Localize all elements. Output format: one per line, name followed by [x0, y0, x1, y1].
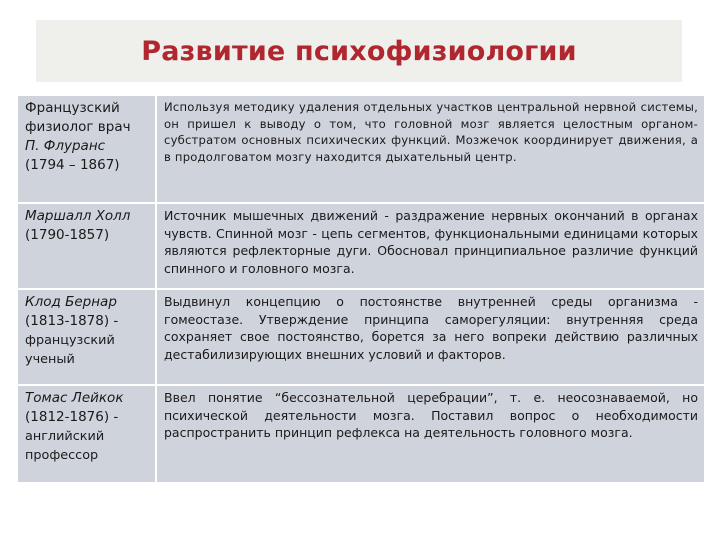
- contribution-text: Используя методику удаления отдельных участков центральной нервной системы, он пришел к выводу о том, что головной мозг является целостным органом-субстратом основных психических функций. Мозжечок координирует движения, а в продолговатом мозгу находится дыхательный центр.: [157, 96, 704, 202]
- scientist-role-line: физиолог врач: [25, 119, 131, 135]
- scientist-years: (1813-1878) -: [25, 313, 119, 329]
- scientist-cell: [18, 96, 157, 202]
- contribution-text: Ввел понятие “бессознательной церебрации”, т. е. неосознаваемой, но психической деятельности мозга. Поставил вопрос о необходимости распространить принцип рефлекса на деятельность головного мозга.: [157, 386, 704, 482]
- scientist-role-line: французский: [25, 333, 115, 348]
- scientist-role-line: английский: [25, 429, 105, 444]
- scientist-years: (1812-1876) -: [25, 409, 119, 425]
- scientist-name: Клод Бернар: [25, 294, 117, 310]
- history-table: [18, 94, 704, 484]
- page-title: Развитие психофизиологии: [141, 35, 577, 67]
- table-row: [18, 386, 704, 482]
- scientist-years: (1794 – 1867): [25, 157, 120, 173]
- scientist-role-line: ученый: [25, 352, 75, 367]
- title-banner: [36, 20, 682, 82]
- scientist-name: Томас Лейкок: [25, 390, 124, 406]
- contribution-text: Выдвинул концепцию о постоянстве внутренней среды организма - гомеостазе. Утверждение принципа саморегуляции: внутренняя среда сохраняет свое постоянство, борется за него вопреки действию различных дестабилизирующих внешних условий и факторов.: [157, 290, 704, 384]
- scientist-cell: [18, 204, 157, 288]
- table-row: [18, 290, 704, 384]
- table-row: [18, 204, 704, 288]
- scientist-years: (1790-1857): [25, 227, 110, 243]
- scientist-role-line: профессор: [25, 448, 99, 463]
- scientist-cell: [18, 290, 157, 384]
- scientist-cell: [18, 386, 157, 482]
- scientist-name: Маршалл Холл: [25, 208, 131, 224]
- scientist-role-line: Французский: [25, 100, 120, 116]
- scientist-name: П. Флуранс: [25, 138, 106, 154]
- contribution-text: Источник мышечных движений - раздражение нервных окончаний в органах чувств. Спинной мозг - цепь сегментов, функциональными единицами которых являются рефлекторные дуги. Обосновал принципиальное различие функций спинного и головного мозга.: [157, 204, 704, 288]
- table-row: [18, 96, 704, 202]
